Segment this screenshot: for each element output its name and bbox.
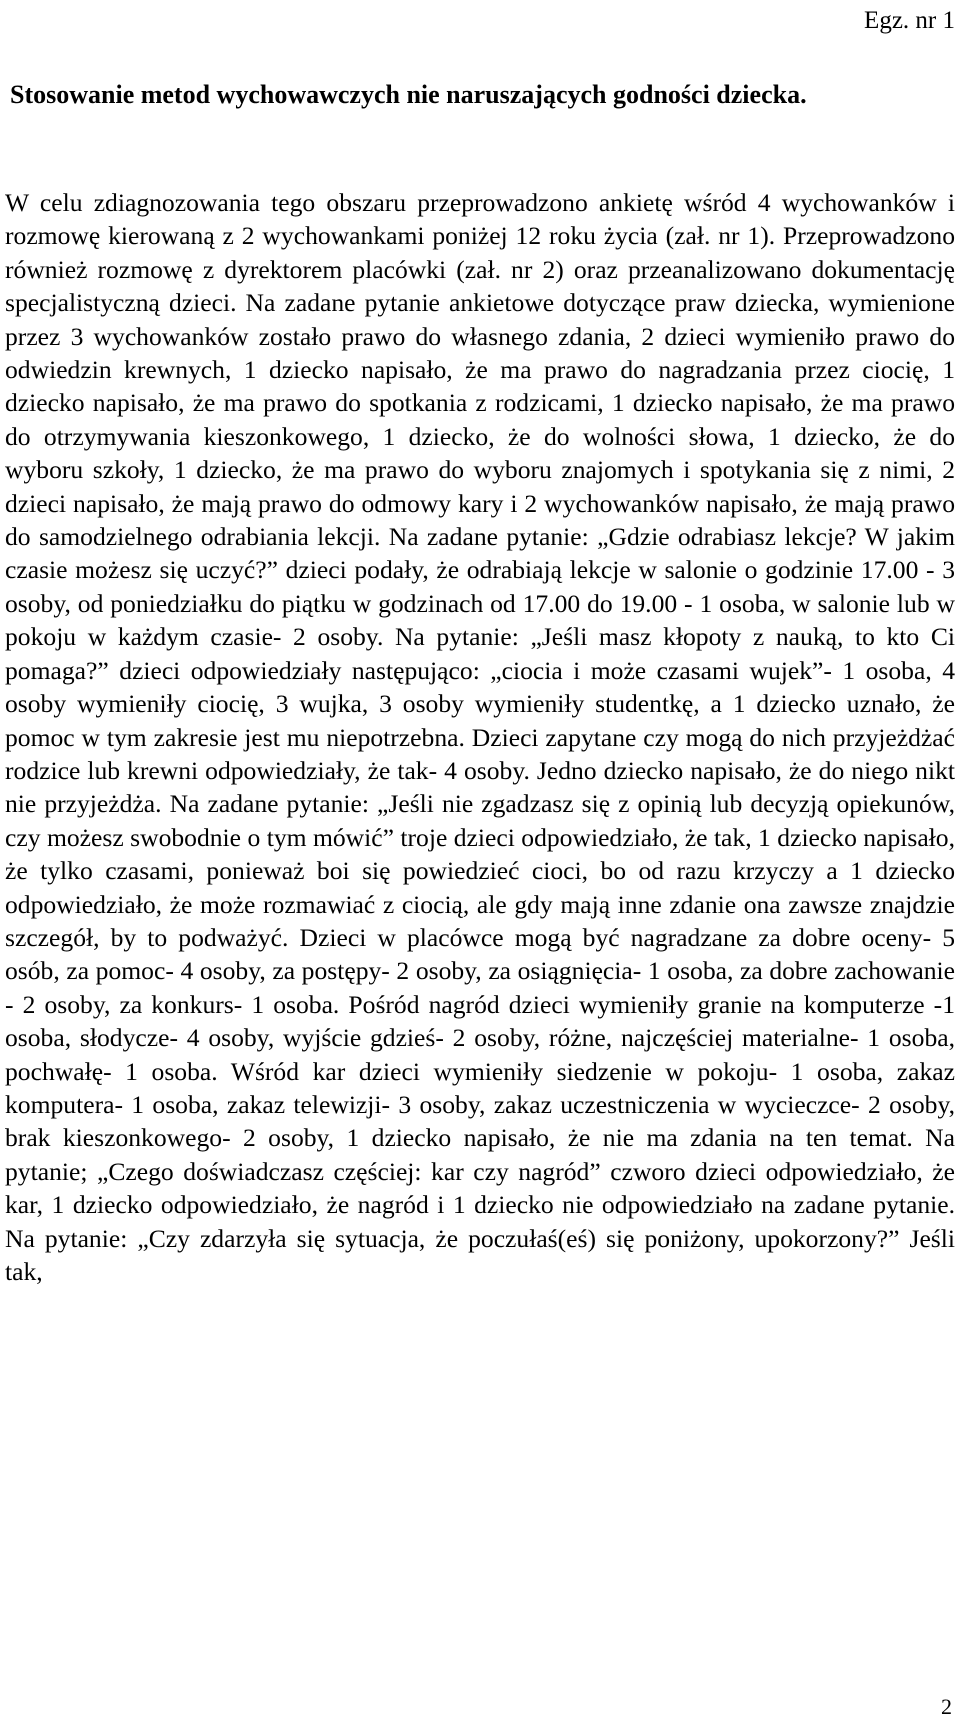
document-title: Stosowanie metod wychowawczych nie naruszających godności dziecka. [10, 80, 807, 109]
document-body-paragraph: W celu zdiagnozowania tego obszaru przeprowadzono ankietę wśród 4 wychowanków i rozmowę kierowaną z 2 wychowankami poniżej 12 roku życia (zał. nr 1). Przeprowadzono również rozmowę z dyrektorem placówki (zał. nr 2) oraz przeanalizowano dokumentację specjalistyczną dzieci. Na zadane pytanie ankietowe dotyczące praw dziecka, wymienione przez 3 wychowanków zostało prawo do własnego zdania, 2 dzieci wymieniło prawo do odwiedzin krewnych, 1 dziecko napisało, że ma prawo do nagradzania przez ciocię, 1 dziecko napisało, że ma prawo do spotkania z rodzicami, 1 dziecko napisało, że ma prawo do otrzymywania kieszonkowego, 1 dziecko, że do wolności słowa, 1 dziecko, że do wyboru szkoły, 1 dziecko, że ma prawo do wyboru znajomych i spotykania się z nimi, 2 dzieci napisało, że mają prawo do odmowy kary i 2 wychowanków napisało, że mają prawo do samodzielnego odrabiania lekcji. Na zadane pytanie: „Gdzie odrabiasz lekcje? W jakim czasie możesz się uczyć?” dzieci podały, że odrabiają lekcje w salonie o godzinie 17.00 - 3 osoby, od poniedziałku do piątku w godzinach od 17.00 do 19.00 - 1 osoba, w salonie lub w pokoju w każdym czasie- 2 osoby. Na pytanie: „Jeśli masz kłopoty z nauką, to kto Ci pomaga?” dzieci odpowiedziały następująco: „ciocia i może czasami wujek”- 1 osoba, 4 osoby wymieniły ciocię, 3 wujka, 3 osoby wymieniły studentkę, a 1 dziecko uznało, że pomoc w tym zakresie jest mu niepotrzebna. Dzieci zapytane czy mogą do nich przyjeżdżać rodzice lub krewni odpowiedziały, że tak- 4 osoby. Jedno dziecko napisało, że do niego nikt nie przyjeżdża. Na zadane pytanie: „Jeśli nie zgadzasz się z opinią lub decyzją opiekunów, czy możesz swobodnie o tym mówić” troje dzieci odpowiedziało, że tak, 1 dziecko napisało, że tylko czasami, ponieważ boi się powiedzieć cioci, bo od razu krzyczy a 1 dziecko odpowiedziało, że może rozmawiać z ciocią, ale gdy mają inne zdanie ona zawsze znajdzie szczegół, by to podważyć. Dzieci w placówce mogą być nagradzane za dobre oceny- 5 osób, za pomoc- 4 osoby, za postępy- 2 osoby, za osiągnięcia- 1 osoba, za dobre zachowanie - 2 osoby, za konkurs- 1 osoba. Pośród nagród dzieci wymieniły granie na komputerze -1 osoba, słodycze- 4 osoby, wyjście gdzieś- 2 osoby, różne, najczęściej materialne- 1 osoba, pochwałę- 1 osoba. Wśród kar dzieci wymieniły siedzenie w pokoju- 1 osoba, zakaz komputera- 1 osoba, zakaz telewizji- 3 osoby, zakaz uczestniczenia w wycieczce- 2 osoby, brak kieszonkowego- 2 osoby, 1 dziecko napisało, że nie ma zdania na ten temat. Na pytanie; „Czego doświadczasz częściej: kar czy nagród” czworo dzieci odpowiedziało, że kar, 1 dziecko odpowiedziało, że nagród i 1 dziecko nie odpowiedziało na zadane pytanie. Na pytanie: „Czy zdarzyła się sytuacja, że poczułaś(eś) się poniżony, upokorzony?” Jeśli tak, [5, 188, 955, 1286]
page-number: 2 [941, 1694, 952, 1719]
attachment-label: Egz. nr 1 [864, 7, 955, 34]
